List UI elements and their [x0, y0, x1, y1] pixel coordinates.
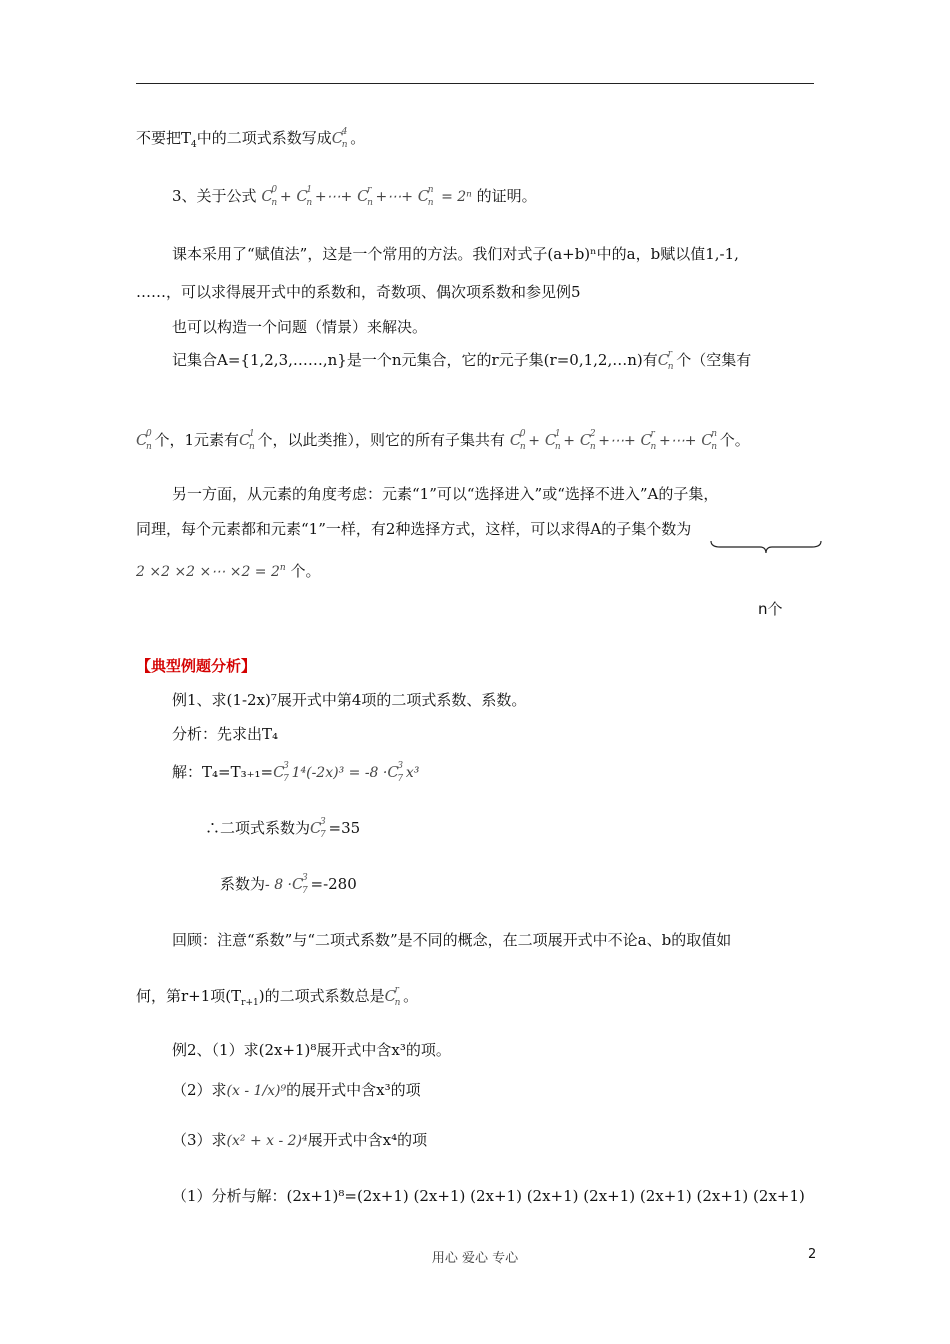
text: ∴二项式系数为: [205, 819, 311, 837]
text: 解：T₄=T₃₊₁=: [172, 763, 274, 781]
binom-c-n-n: C n n: [417, 185, 434, 208]
underbrace: [710, 540, 822, 554]
binom-c-n-0: C 0 n: [261, 185, 278, 208]
text: 个，1元素有: [154, 431, 240, 449]
coefficient-line: [220, 874, 357, 895]
text-line-7: C 0 n 个，1元素有C 1 n 个，以此类推），则它的所有子集共有 C 0 n + C 1 n + C 2 n +⋯+ C r n +⋯+ C n n 个。: [136, 429, 750, 452]
header-rule: [136, 83, 814, 84]
text: =35: [328, 819, 361, 837]
text-line-3: 课本采用了“赋值法”，这是一个常用的方法。我们对式子(a+b)ⁿ中的a，b赋以值1,-1,: [172, 245, 739, 263]
binom-c-7-3: C 3 7: [292, 873, 308, 896]
binom-c-n-1: C 1 n: [296, 185, 313, 208]
binom-c-n-r: C r n: [357, 185, 373, 208]
text: 记集合A={1,2,3,……,n}是一个n元集合，它的r元子集(r=0,1,2,…n)有: [172, 351, 658, 369]
text: 个。: [719, 431, 750, 449]
binom-c-7-3: C 3 7: [273, 761, 289, 784]
text: =-280: [310, 875, 357, 893]
footer-text: 用心 爱心 专心: [431, 1251, 519, 1266]
text: 系数为: [220, 875, 266, 893]
superscript: n: [279, 563, 286, 573]
text: （2）求: [172, 1081, 227, 1099]
text: 的证明。: [476, 187, 537, 205]
binom-c-n-r: C r n: [640, 429, 657, 452]
text: 。: [403, 987, 419, 1005]
section-heading: 【典型例题分析】: [136, 657, 257, 675]
text: 中的二项式系数写成: [196, 129, 332, 147]
subscript: 4: [191, 140, 197, 150]
text-line-9: 同理，每个元素都和元素“1”一样，有2种选择方式，这样，可以求得A的子集个数为: [136, 520, 692, 538]
text: （3）求: [172, 1131, 227, 1149]
text: 个。: [285, 562, 321, 580]
binom-c-7-3: C 3 7: [387, 761, 404, 784]
review-line-1: 回顾：注意“系数”与“二项式系数”是不同的概念，在二项展开式中不论a、b的取值如: [172, 931, 732, 949]
binom-c-n-1: C 1 n: [239, 429, 255, 452]
formula: 2 ×2 ×2 ×⋯ ×2 = 2: [136, 564, 280, 580]
text-line-10: [136, 558, 320, 582]
text-line-2: 3、关于公式 C 0 n + C 1 n +⋯+ C r n +⋯+ C n n = 2ⁿ 的证明。: [172, 185, 537, 208]
formula: - 8 ·: [265, 877, 293, 893]
text: 展开式中含x⁴的项: [307, 1131, 428, 1149]
text: 个（空集有: [676, 351, 752, 369]
binom-c-n-r: C r n: [384, 985, 401, 1008]
binom-c-n-2: C 2 n: [579, 429, 596, 452]
formula-eq: = 2ⁿ: [441, 189, 472, 205]
formula: (x² + x - 2)⁴: [226, 1133, 308, 1149]
text: 的展开式中含x³的项: [286, 1081, 421, 1099]
binom-c-n-1: C 1 n: [544, 429, 561, 452]
binomial-coefficient-line: [205, 818, 360, 838]
text: 3、关于公式: [172, 187, 257, 205]
text: )的二项式系数总是: [258, 987, 385, 1005]
binom-c-n-0: C 0 n: [509, 429, 526, 452]
binom-c-7-3: C 3 7: [310, 817, 326, 840]
subscript: r+1: [241, 998, 259, 1008]
brace-label: n个: [758, 600, 783, 618]
text-line-5: 也可以构造一个问题（情景）来解决。: [172, 318, 428, 336]
review-line-2: [136, 986, 418, 1013]
binom-c-n-4: C 4 n: [331, 127, 348, 150]
binom-c-n-n: C n n: [701, 429, 718, 452]
binom-c-n-0: C 0 n: [136, 429, 152, 452]
example-2-part-2: [172, 1080, 421, 1101]
solution-1: [172, 762, 419, 783]
text: 个，以此类推），则它的所有子集共有: [257, 431, 506, 449]
text: 。: [350, 129, 366, 147]
formula: x³: [405, 765, 420, 781]
text: 何，第r+1项(T: [136, 987, 242, 1005]
text-line-1: [136, 128, 365, 155]
page-number: 2: [808, 1247, 817, 1262]
formula: (x - 1/x)⁹: [226, 1083, 287, 1099]
text-line-6: [172, 350, 751, 370]
analysis-1: 分析：先求出T₄: [172, 725, 279, 743]
example-2: 例2、（1）求(2x+1)⁸展开式中含x³的项。: [172, 1041, 451, 1059]
example-1: 例1、求(1-2x)⁷展开式中第4项的二项式系数、系数。: [172, 691, 527, 709]
formula: 1⁴(-2x)³ = -8 ·: [291, 765, 388, 781]
text: 不要把T: [136, 129, 192, 147]
text-line-4: ……，可以求得展开式中的系数和，奇数项、偶次项系数和参见例5: [136, 283, 581, 301]
text-line-8: 另一方面，从元素的角度考虑：元素“1”可以“选择进入”或“选择不进入”A的子集，: [172, 485, 719, 503]
analysis-solution-1: （1）分析与解：(2x+1)⁸=(2x+1) (2x+1) (2x+1) (2x+1) (2x+1) (2x+1) (2x+1) (2x+1): [172, 1187, 805, 1205]
example-2-part-3: [172, 1130, 427, 1151]
binom-c-n-r: C r n: [657, 349, 674, 372]
